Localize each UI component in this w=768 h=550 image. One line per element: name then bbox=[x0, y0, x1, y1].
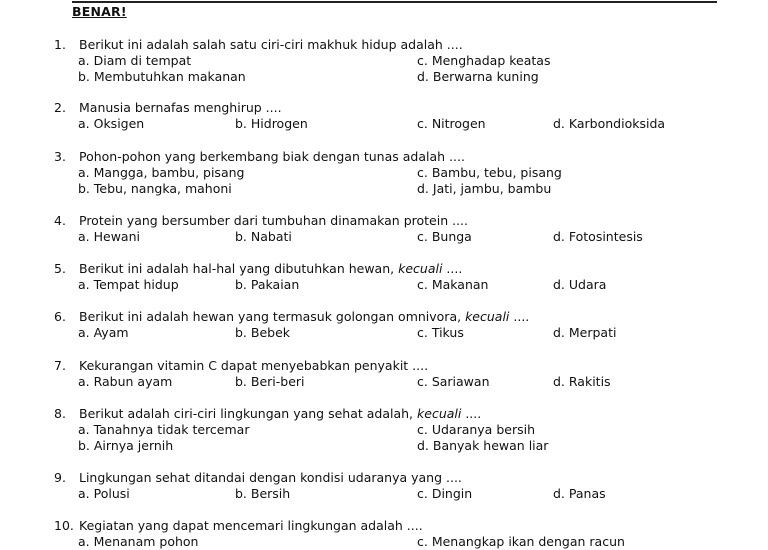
question-text: Protein yang bersumber dari tumbuhan dinamakan protein .... bbox=[79, 213, 469, 228]
answer-option: c. Dingin bbox=[417, 486, 473, 501]
question-number: 3. bbox=[54, 149, 66, 164]
question-line bbox=[54, 149, 465, 164]
question-number: 2. bbox=[54, 100, 66, 115]
question-emphasis: kecuali bbox=[398, 261, 443, 276]
instruction-heading: BENAR! bbox=[72, 4, 127, 19]
answer-option: d. Banyak hewan liar bbox=[417, 438, 549, 453]
answer-option: d. Panas bbox=[553, 486, 606, 501]
question-line bbox=[54, 518, 423, 533]
answer-option: a. Menanam pohon bbox=[78, 534, 199, 549]
question-text: Berikut ini adalah salah satu ciri-ciri makhuk hidup adalah .... bbox=[79, 37, 463, 52]
answer-option: c. Bunga bbox=[417, 229, 472, 244]
question-number: 5. bbox=[54, 261, 66, 276]
answer-option: b. Beri-beri bbox=[235, 374, 305, 389]
answer-option: a. Rabun ayam bbox=[78, 374, 173, 389]
answer-option: c. Tikus bbox=[417, 325, 464, 340]
answer-option: c. Menangkap ikan dengan racun bbox=[417, 534, 625, 549]
answer-option: d. Merpati bbox=[553, 325, 617, 340]
question-number: 10. bbox=[54, 518, 74, 533]
question-line bbox=[54, 261, 462, 276]
question-emphasis: kecuali bbox=[417, 406, 462, 421]
question-number: 6. bbox=[54, 309, 66, 324]
question-text: Pohon-pohon yang berkembang biak dengan tunas adalah .... bbox=[79, 149, 465, 164]
answer-option: d. Jati, jambu, bambu bbox=[417, 181, 552, 196]
answer-option: c. Udaranya bersih bbox=[417, 422, 535, 437]
answer-option: b. Tebu, nangka, mahoni bbox=[78, 181, 232, 196]
answer-option: b. Hidrogen bbox=[235, 116, 308, 131]
cut-off-top-line bbox=[72, 0, 717, 3]
answer-option: c. Nitrogen bbox=[417, 116, 486, 131]
question-text: Berikut ini adalah hewan yang termasuk golongan omnivora, kecuali .... bbox=[79, 309, 530, 324]
answer-option: b. Bersih bbox=[235, 486, 291, 501]
answer-option: c. Makanan bbox=[417, 277, 489, 292]
question-number: 7. bbox=[54, 358, 66, 373]
question-text: Kegiatan yang dapat mencemari lingkungan adalah .... bbox=[79, 518, 423, 533]
question-line bbox=[54, 406, 481, 421]
question-number: 1. bbox=[54, 37, 66, 52]
answer-option: a. Diam di tempat bbox=[78, 53, 192, 68]
answer-option: a. Polusi bbox=[78, 486, 130, 501]
answer-option: c. Bambu, tebu, pisang bbox=[417, 165, 562, 180]
answer-option: b. Nabati bbox=[235, 229, 292, 244]
answer-option: b. Airnya jernih bbox=[78, 438, 174, 453]
question-text: Berikut ini adalah hal-hal yang dibutuhkan hewan, kecuali .... bbox=[79, 261, 463, 276]
question-line bbox=[54, 37, 463, 52]
question-line bbox=[54, 100, 282, 115]
question-text: Lingkungan sehat ditandai dengan kondisi udaranya yang .... bbox=[79, 470, 462, 485]
question-line bbox=[54, 213, 468, 228]
answer-option: c. Sariawan bbox=[417, 374, 490, 389]
question-number: 4. bbox=[54, 213, 66, 228]
answer-option: d. Udara bbox=[553, 277, 607, 292]
answer-option: b. Pakaian bbox=[235, 277, 300, 292]
question-text: Manusia bernafas menghirup .... bbox=[79, 100, 282, 115]
answer-option: c. Menghadap keatas bbox=[417, 53, 551, 68]
question-line bbox=[54, 470, 462, 485]
answer-option: d. Karbondioksida bbox=[553, 116, 666, 131]
question-number: 8. bbox=[54, 406, 66, 421]
answer-option: d. Rakitis bbox=[553, 374, 611, 389]
question-text: Kekurangan vitamin C dapat menyebabkan penyakit .... bbox=[79, 358, 429, 373]
answer-option: a. Ayam bbox=[78, 325, 129, 340]
answer-option: a. Mangga, bambu, pisang bbox=[78, 165, 245, 180]
answer-option: b. Bebek bbox=[235, 325, 291, 340]
question-emphasis: kecuali bbox=[465, 309, 510, 324]
answer-option: a. Tempat hidup bbox=[78, 277, 179, 292]
question-text: Berikut adalah ciri-ciri lingkungan yang sehat adalah, kecuali .... bbox=[79, 406, 482, 421]
answer-option: a. Oksigen bbox=[78, 116, 145, 131]
answer-option: d. Fotosintesis bbox=[553, 229, 643, 244]
answer-option: b. Membutuhkan makanan bbox=[78, 69, 246, 84]
answer-option: d. Berwarna kuning bbox=[417, 69, 539, 84]
question-line bbox=[54, 309, 529, 324]
answer-option: a. Hewani bbox=[78, 229, 140, 244]
question-number: 9. bbox=[54, 470, 66, 485]
answer-option: a. Tanahnya tidak tercemar bbox=[78, 422, 250, 437]
question-line bbox=[54, 358, 428, 373]
